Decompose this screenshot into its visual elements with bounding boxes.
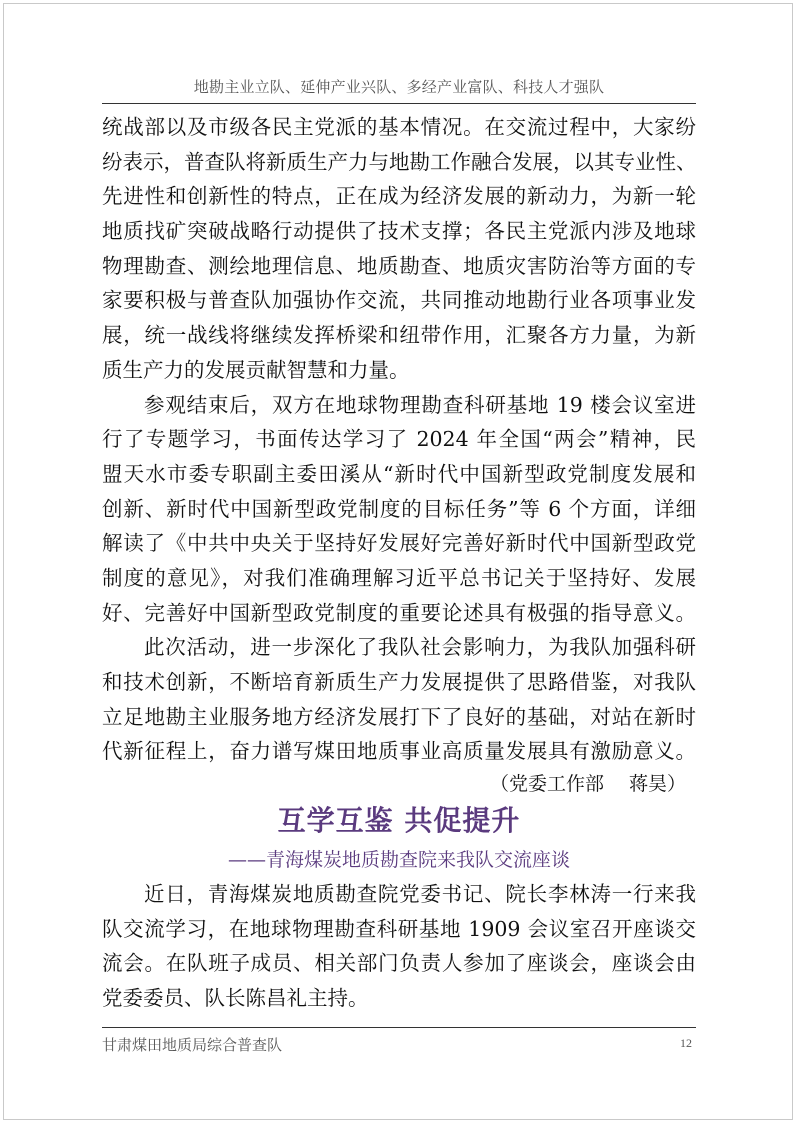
- paragraph-line: 地质找矿突破战略行动提供了技术支撑；各民主党派内涉及地球: [102, 219, 696, 244]
- paragraph-line: 参观结束后，双方在地球物理勘查科研基地 19 楼会议室进: [144, 392, 696, 417]
- article-title: 互学互鉴 共促提升: [277, 804, 521, 838]
- article-1: [102, 110, 696, 799]
- paragraph-line: 质生产力的发展贡献智慧和力量。: [102, 357, 410, 382]
- paragraph-line: 和技术创新，不断培育新质生产力发展提供了思路借鉴，对我队: [102, 670, 696, 694]
- paragraph-line: 立足地勘主业服务地方经济发展打下了良好的基础，对站在新时: [102, 704, 696, 729]
- paragraph-line: 解读了《中共中央关于坚持好发展好完善好新时代中国新型政党: [102, 531, 696, 556]
- paragraph-line: 统战部以及市级各民主党派的基本情况。在交流过程中，大家纷: [102, 115, 696, 139]
- paragraph-line: 党委委员、队长陈昌礼主持。: [102, 986, 369, 1011]
- paragraph-line: 队交流学习，在地球物理勘查科研基地 1909 会议室召开座谈交: [102, 916, 696, 941]
- paragraph-line: 此次活动，进一步深化了我队社会影响力，为我队加强科研: [144, 635, 696, 660]
- paragraph-line: 近日，青海煤炭地质勘查院党委书记、院长李林涛一行来我: [144, 882, 696, 907]
- paragraph-line: 好、完善好中国新型政党制度的重要论述具有极强的指导意义。: [102, 600, 696, 625]
- header-divider: [102, 103, 696, 104]
- paragraph-line: 流会。在队班子成员、相关部门负责人参加了座谈会，座谈会由: [102, 951, 696, 976]
- paragraph-line: 纷表示，普查队将新质生产力与地勘工作融合发展，以其专业性、: [102, 149, 696, 174]
- paragraph-line: 盟天水市委专职副主委田溪从“新时代中国新型政党制度发展和: [102, 461, 696, 486]
- author-signature: （党委工作部 蒋昊）: [489, 773, 686, 796]
- paragraph-line: 创新、新时代中国新型政党制度的目标任务”等 6 个方面，详细: [102, 496, 696, 521]
- page-body: [102, 110, 696, 1016]
- paragraph-line: 代新征程上，奋力谱写煤田地质事业高质量发展具有激励意义。: [102, 739, 696, 764]
- page-number: 12: [680, 1036, 692, 1050]
- paragraph-line: 制度的意见》，对我们准确理解习近平总书记关于坚持好、发展: [102, 565, 696, 590]
- page-header-slogan: 地勘主业立队、延伸产业兴队、多经产业富队、科技人才强队: [193, 78, 605, 96]
- article-subtitle: ——青海煤炭地质勘查院来我队交流座谈: [227, 849, 570, 872]
- article-2: [102, 799, 696, 1016]
- paragraph-line: 展，统一战线将继续发挥桥梁和纽带作用，汇聚各方力量，为新: [102, 323, 696, 348]
- paragraph-line: 物理勘查、测绘地理信息、地质勘查、地质灾害防治等方面的专: [102, 253, 696, 278]
- footer-organization: 甘肃煤田地质局综合普查队: [102, 1036, 283, 1054]
- paragraph-line: 先进性和创新性的特点，正在成为经济发展的新动力，为新一轮: [102, 184, 696, 209]
- paragraph-line: 家要积极与普查队加强协作交流，共同推动地勘行业各项事业发: [102, 288, 696, 313]
- footer-divider: [102, 1027, 696, 1028]
- paragraph-line: 行了专题学习，书面传达学习了 2024 年全国“两会”精神，民: [102, 427, 696, 452]
